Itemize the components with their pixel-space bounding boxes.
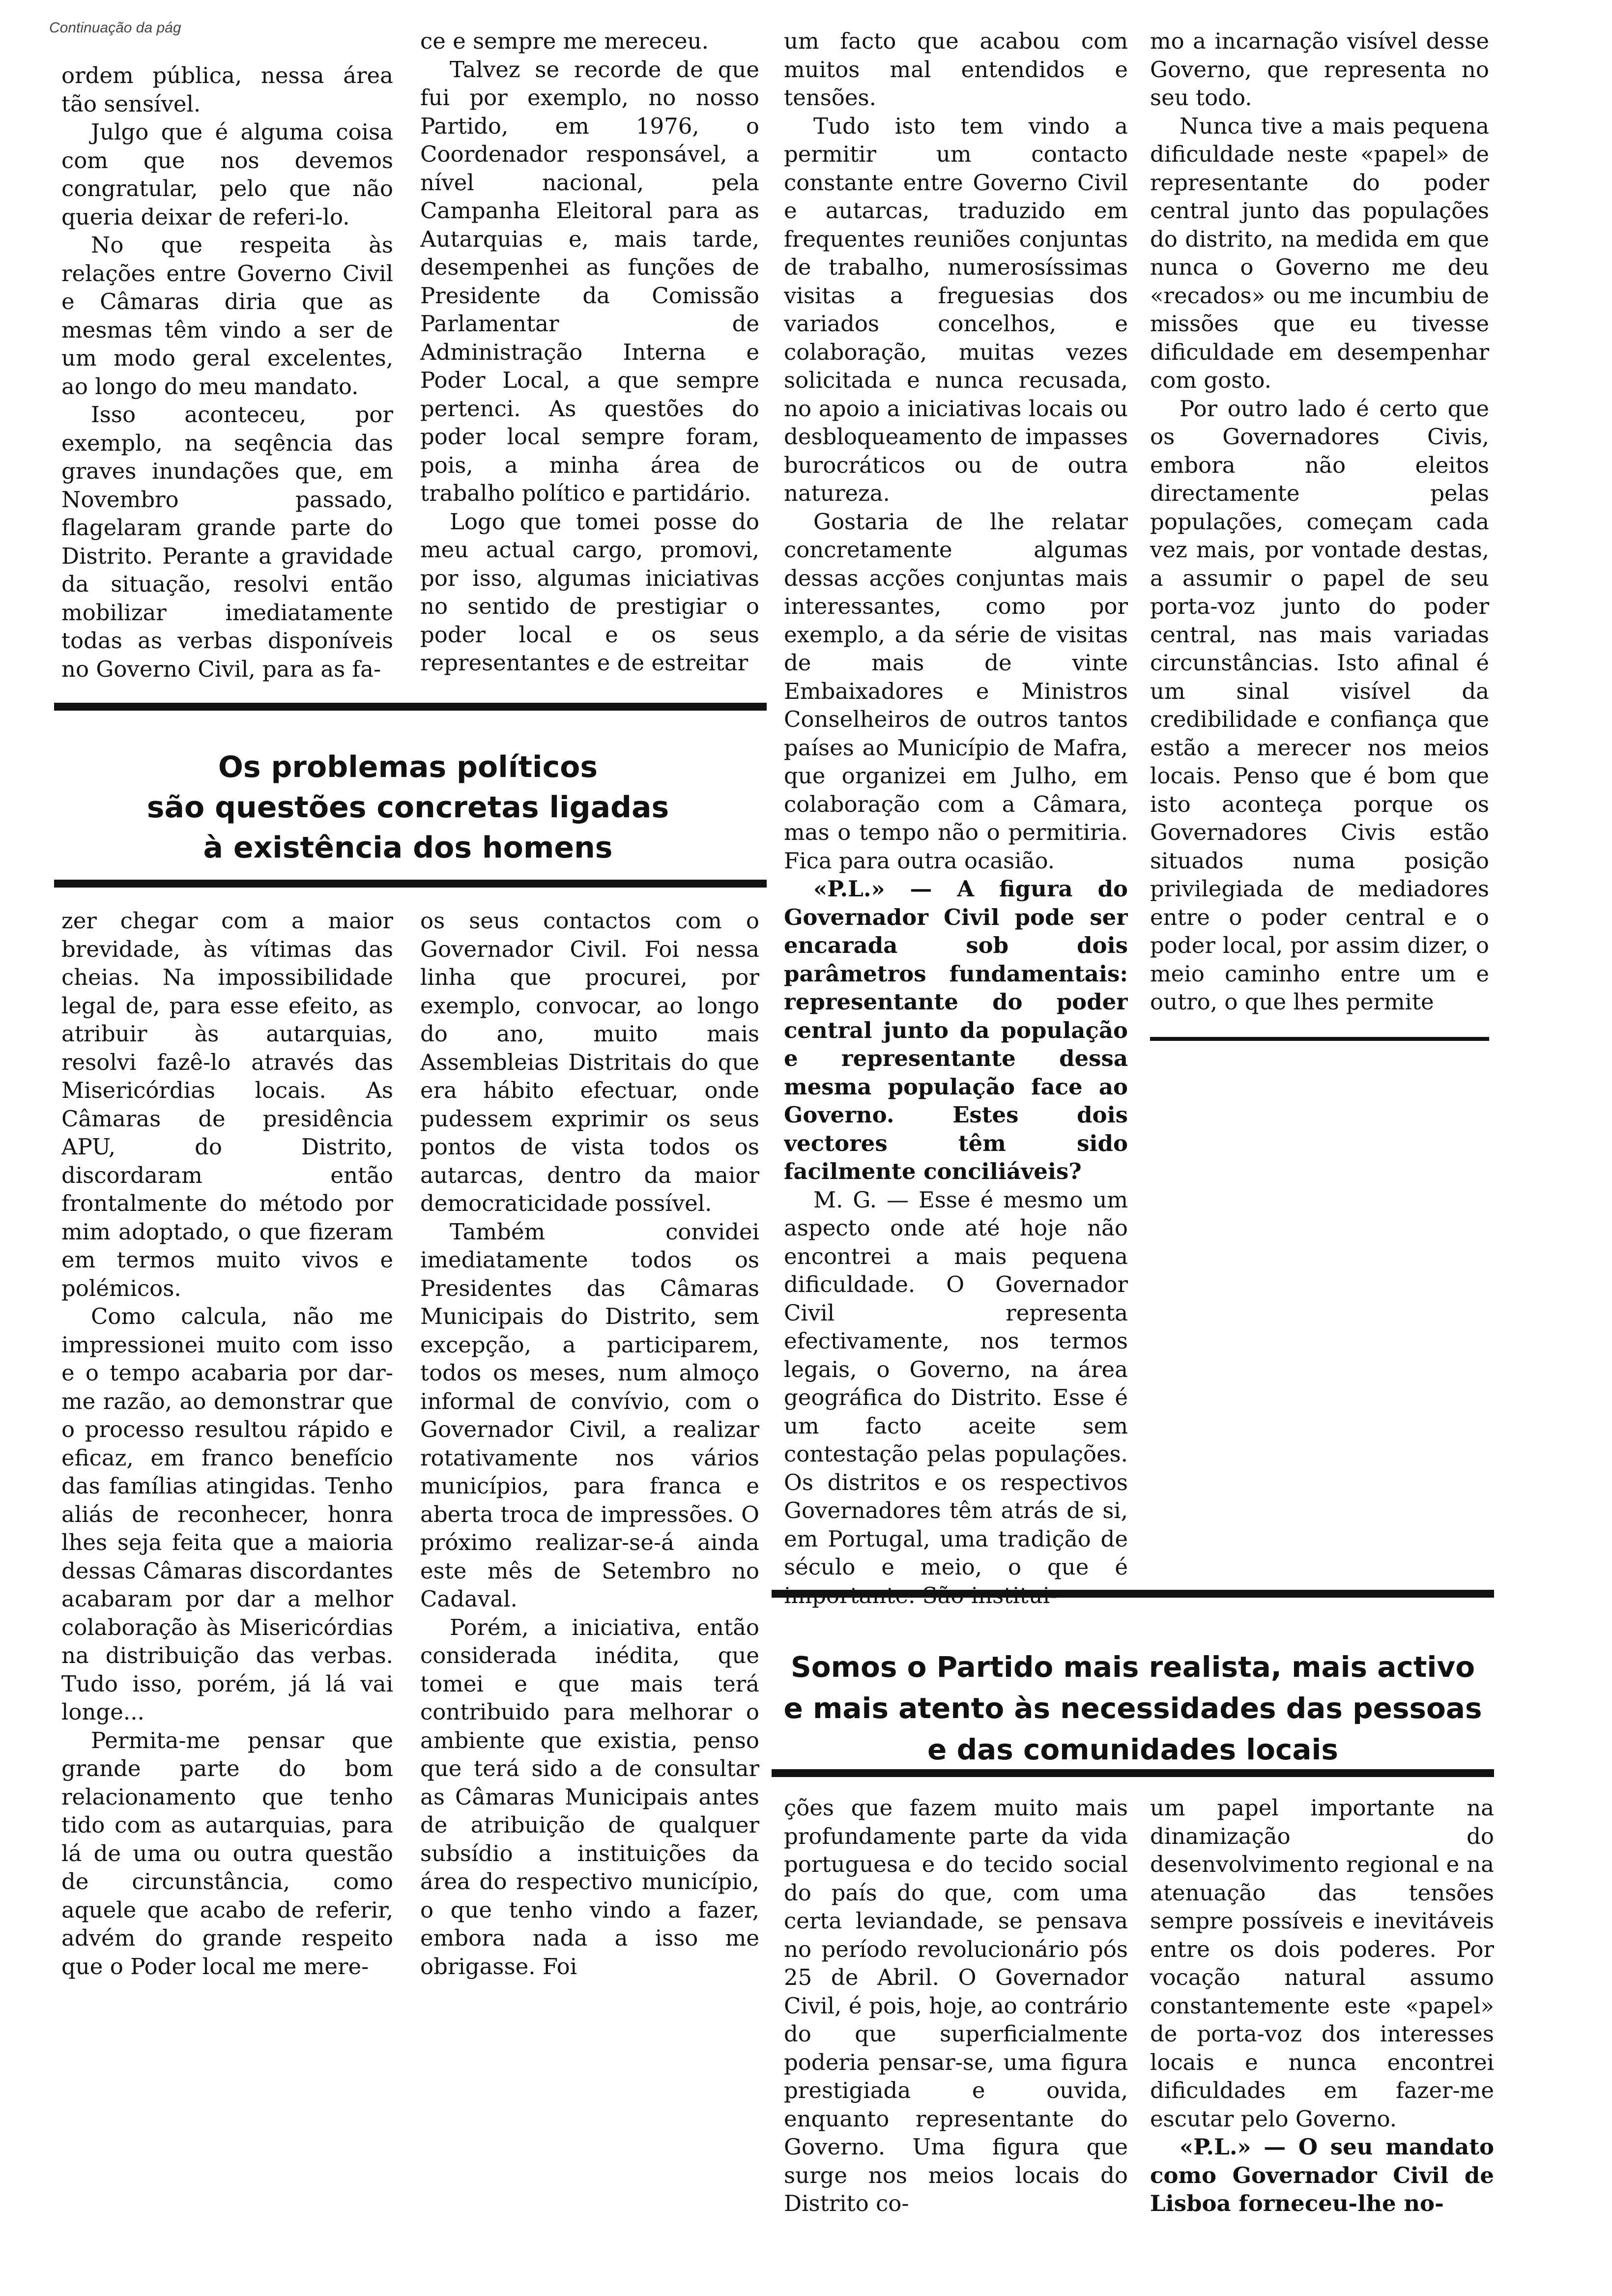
paragraph: M. G. — Esse é mesmo um aspecto onde até hoje não encontrei a mais pequena dificuldade. O Governador Civil representa efectivamente, nos termos legais, o Governo, na área geográfica do Distrito. Esse é um facto aceite sem contestação pelas populações. Os distritos e os respectivos Governadores têm atrás de si, em Portugal, uma tradição de século e meio, o que é	[784, 1186, 1128, 1580]
paragraph: Logo que tomei posse do meu actual cargo, promovi, por isso, algumas iniciativas no sentido de prestigiar o poder local e os seus representantes e de estreitar	[420, 508, 759, 676]
interview-question: «P.L.» — O seu mandato como Governador Civil de Lisboa forneceu-lhe no-	[1150, 2134, 1494, 2216]
paragraph: Talvez se recorde de que fui por exemplo, no nosso Partido, em 1976, o Coordenador responsável, a nível nacional, pela Campanha Eleitoral para as Autarquias e, mais tarde, desempenhei as funções de Presidente da Comissão Parlamentar de Administração Interna e Poder Local, a que sempre pertenci. As questões do poder local sempre foram, pois, a minha área de trabalho político e partidário.	[420, 56, 759, 506]
paragraph: um facto que acabou com muitos mal entendidos e tensões.	[784, 28, 1128, 111]
heading-rule-top	[54, 703, 767, 711]
article-column-1-top	[61, 61, 393, 686]
article-column-4-top	[1150, 27, 1489, 1039]
paragraph: Permita-me pensar que grande parte do bom relacionamento que tenho tido com as autarquias, para lá de uma ou outra questão de circunstância, como aquele que acabo de referir, advém do grande respeito que o Poder local me mere-	[61, 1727, 393, 1980]
paragraph: No que respeita às relações entre Governo Civil e Câmaras diria que as mesmas têm vindo a ser de um modo geral excelentes, ao longo do meu mandato.	[61, 232, 393, 400]
heading2-rule-bottom	[772, 1769, 1494, 1777]
paragraph: ce e sempre me mereceu.	[420, 28, 709, 54]
article-column-3-top	[784, 27, 1128, 1678]
article-column-2-top	[420, 27, 759, 686]
article-column-2-middle	[420, 907, 759, 2234]
paragraph: Gostaria de lhe relatar concretamente algumas dessas acções conjuntas mais interessantes, como por exemplo, a da série de visitas de mais de vinte Embaixadores e Ministros Conselheiros de outros tantos países ao Município de Mafra, que organizei em Julho, em colaboração com a Câmara, mas o tempo não o permitiria. Fica para outra ocasião.	[784, 508, 1128, 874]
paragraph: mo a incarnação visível desse Governo, que representa no seu todo.	[1150, 28, 1489, 111]
paragraph: zer chegar com a maior brevidade, às vítimas das cheias. Na impossibilidade legal de, para esse efeito, as atribuir às autarquias, resolvi fazê-lo através das Misericórdias locais. As Câmaras de presidência APU, do Distrito, discordaram então frontalmente do método por mim adoptado, o que fizeram em termos muito vivos e polémicos.	[61, 908, 393, 1301]
column-end-rule	[1150, 1037, 1489, 1041]
paragraph: Por outro lado é certo que os Governadores Civis, embora não eleitos directamente pelas populações, começam cada vez mais, por vontade destas, a assumir o papel de seu porta-voz junto do poder central, nas mais variadas circunstâncias. Isto afinal é um sinal visível da credibilidade e confiança que estão a merecer nos meios locais. Penso que é bom que isto aconteça porque os Governadores Civis estão situados numa posição privilegiada de mediadores entre o poder central e o poder local, por assim dizer, o meio caminho entre um e outro, o que lhes permite	[1150, 395, 1489, 1015]
paragraph: Como calcula, não me impressionei muito com isso e o tempo acabaria por dar-me razão, ao demonstrar que o processo resultou rápido e eficaz, em franco benefício das famílias atingidas. Tenho aliás de reconhecer, honra lhes seja feita que a maioria dessas Câmaras discordantes acabaram por dar a melhor colaboração às Misericórdias na distribuição das verbas. Tudo isso, porém, já lá vai longe...	[61, 1303, 393, 1725]
paragraph: Nunca tive a mais pequena dificuldade neste «papel» de representante do poder central junto das populações do distrito, na medida em que nunca o Governo me deu «recados» ou me incumbiu de missões que eu tivesse dificuldade em desempenhar com gosto.	[1150, 113, 1489, 393]
paragraph: Tudo isto tem vindo a permitir um contacto constante entre Governo Civil e autarcas, traduzido em frequentes reuniões conjuntas de trabalho, numerosíssimas visitas a freguesias dos variados concelhos, e colaboração, muitas vezes solicitada e nunca recusada, no apoio a iniciativas locais ou desbloqueamento de impasses burocráticos ou de outra natureza.	[784, 113, 1128, 506]
paragraph: ordem pública, nessa área tão sensível.	[61, 62, 393, 117]
heading-line: e das comunidades locais	[927, 1733, 1338, 1766]
paragraph: Isso aconteceu, por exemplo, na seqência das graves inundações que, em Novembro passado, flagelaram grande parte do Distrito. Perante a gravidade da situação, resolvi então mobilizar imediatamente todas as verbas disponíveis no Governo Civil, para as fa-	[61, 402, 393, 682]
paragraph: Julgo que é alguma coisa com que nos devemos congratular, pelo que não queria deixar de referi-lo.	[61, 119, 393, 230]
article-column-4-bottom	[1150, 1794, 1494, 2266]
article-column-3-bottom	[784, 1794, 1128, 2266]
paragraph: os seus contactos com o Governador Civil. Foi nessa linha que procurei, por exemplo, convocar, ao longo do ano, muito mais Assembleias Distritais do que era hábito efectuar, onde pudessem exprimir os seus pontos de vista todos os autarcas, dentro da maior democraticidade possível.	[420, 908, 759, 1216]
continuation-label: Continuação da pág	[49, 20, 181, 36]
heading-line: e mais atento às necessidades das pessoas	[783, 1692, 1482, 1725]
heading-rule-bottom	[54, 880, 767, 888]
heading-line: são questões concretas ligadas	[146, 790, 669, 825]
heading-line: Somos o Partido mais realista, mais activo	[790, 1650, 1475, 1684]
heading-line: Os problemas políticos	[218, 750, 598, 784]
paragraph: Também convidei imediatamente todos os Presidentes das Câmaras Municipais do Distrito, sem excepção, a participarem, todos os meses, num almoço informal de convívio, com o Governador Civil, a realizar rotativamente nos vários municípios, para franca e aberta troca de impressões. O próximo realizar-se-á ainda este mês de Setembro no Cadaval.	[420, 1218, 759, 1612]
paragraph: ções que fazem muito mais profundamente parte da vida portuguesa e do tecido social do país do que, com uma certa leviandade, se pensava no período revolucionário pós 25 de Abril. O Governador Civil, é pois, hoje, ao contrário do que superficialmente poderia pensar-se, uma figura prestigiada e ouvida, enquanto representante do Governo. Uma figura que surge nos meios locais do Distrito co-	[784, 1795, 1128, 2216]
heading-line: à existência dos homens	[203, 831, 613, 865]
paragraph: um papel importante na dinamização do desenvolvimento regional e na atenuação das tensões sempre possíveis e inevitáveis entre os dois poderes. Por vocação natural assumo constantemente este «papel» de porta-voz dos interesses locais e nunca encontrei dificuldades em fazer-me escutar pelo Governo.	[1150, 1795, 1494, 2132]
interview-question: «P.L.» — A figura do Governador Civil pode ser encarada sob dois parâmetros fundamentais: representante do poder central junto da população e representante dessa mesma população face ao Governo. Estes dois vectores têm sido facilmente conciliáveis?	[784, 876, 1128, 1184]
section-heading-1	[79, 747, 737, 868]
paragraph: Porém, a iniciativa, então considerada inédita, que tomei e que mais terá contribuido para melhorar o ambiente que existia, penso que terá sido a de consultar as Câmaras Municipais antes de atribuição de qualquer subsídio a instituições da área do respectivo município, o que tenho vindo a fazer, embora nada a isso me obrigasse. Foi	[420, 1614, 759, 1980]
section-heading-2	[777, 1646, 1489, 1770]
article-column-1-middle	[61, 907, 393, 2234]
heading2-rule-top	[772, 1590, 1494, 1598]
